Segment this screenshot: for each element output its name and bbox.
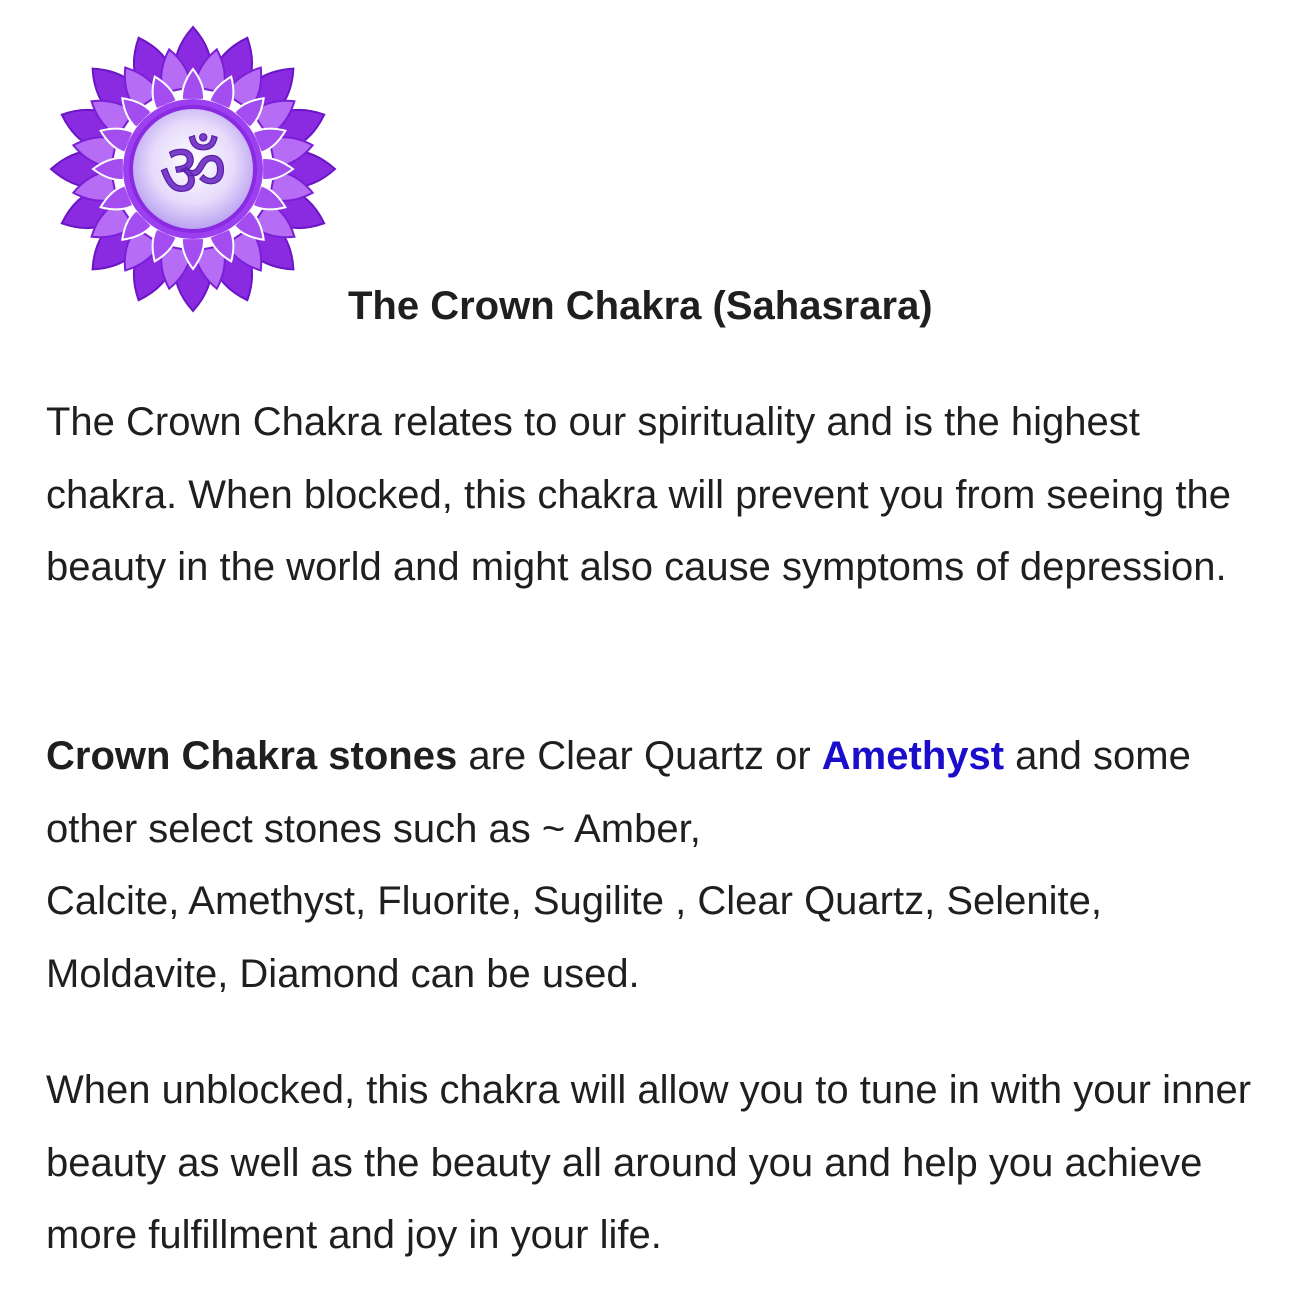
crown-chakra-lotus-icon — [48, 24, 338, 314]
amethyst-link[interactable]: Amethyst — [821, 734, 1005, 778]
stones-text-2: and some other select stones such as ~ Amber, — [46, 734, 1191, 851]
page-title: The Crown Chakra (Sahasrara) — [348, 284, 933, 328]
om-symbol: ॐ — [159, 128, 227, 214]
stones-paragraph — [46, 720, 1261, 1010]
unblocked-paragraph: When unblocked, this chakra will allow you to tune in with your inner beauty as well as the beauty all around you and help you achieve more fulfillment and joy in your life. — [46, 1068, 1252, 1257]
stones-heading: Crown Chakra stones — [46, 734, 458, 778]
stones-text-1: are Clear Quartz or — [457, 734, 822, 778]
stones-list: Calcite, Amethyst, Fluorite, Sugilite , Clear Quartz, Selenite, Moldavite, Diamond can be used. — [46, 879, 1102, 996]
intro-paragraph: The Crown Chakra relates to our spirituality and is the highest chakra. When blocked, this chakra will prevent you from seeing the beauty in the world and might also cause symptoms of depression. — [46, 400, 1232, 589]
